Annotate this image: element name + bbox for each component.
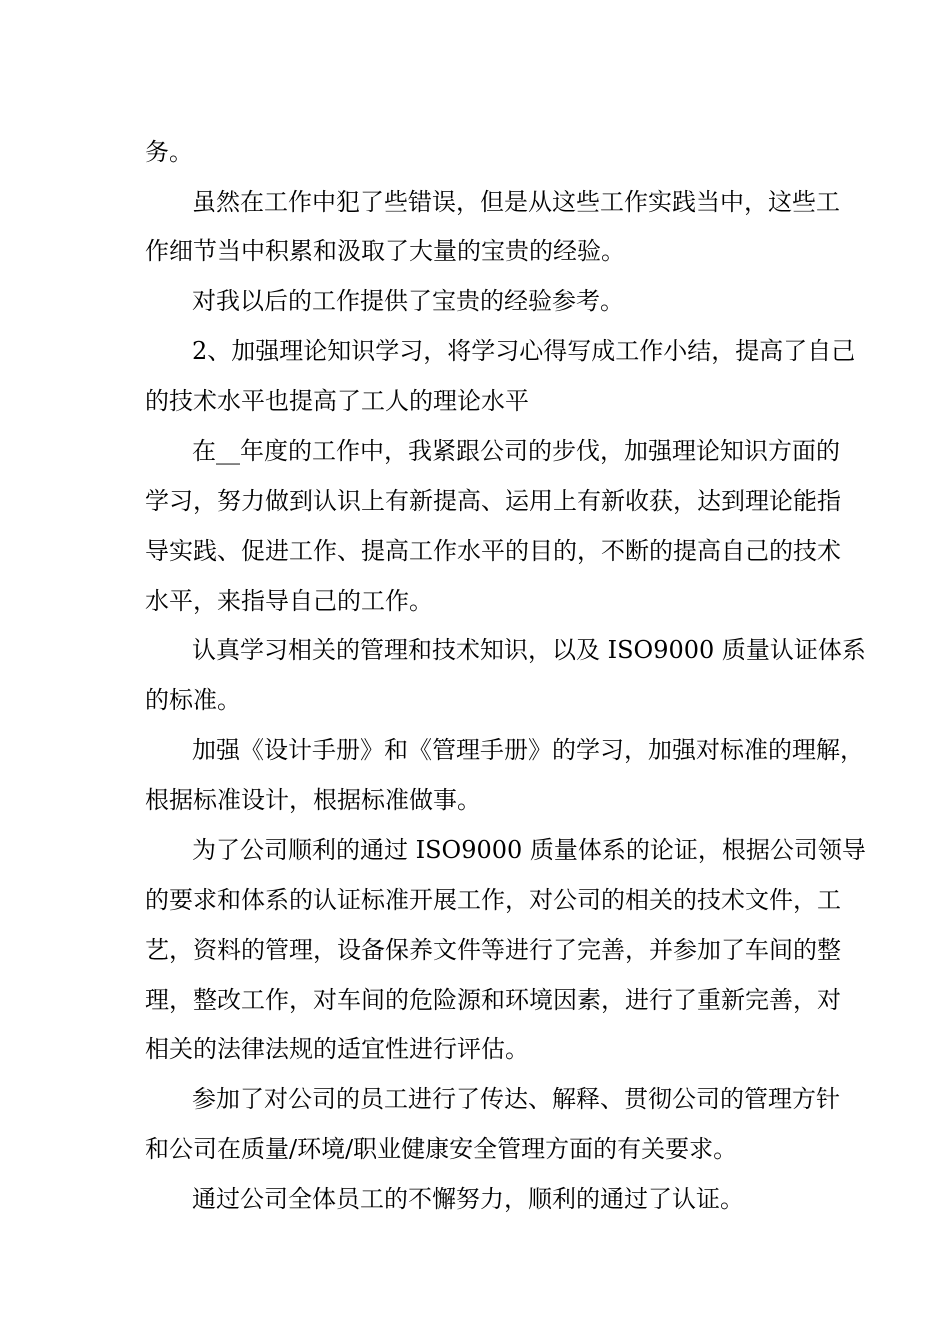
text-line: 加强《设计手册》和《管理手册》的学习，加强对标准的理解， [192,736,864,764]
text-line: 理，整改工作，对车间的危险源和环境因素，进行了重新完善，对 [145,986,841,1014]
text-line: 水平，来指导自己的工作。 [145,587,433,615]
text-line: 的技术水平也提高了工人的理论水平 [145,387,529,415]
text-line: 的标准。 [145,686,241,714]
text-line: 虽然在工作中犯了些错误，但是从这些工作实践当中，这些工 [192,188,840,216]
text-line: 的要求和体系的认证标准开展工作，对公司的相关的技术文件，工 [145,886,841,914]
text-line: 导实践、促进工作、提高工作水平的目的，不断的提高自己的技术 [145,537,841,565]
text-line: 2、加强理论知识学习，将学习心得写成工作小结，提高了自己 [192,337,856,365]
text-line: 作细节当中积累和汲取了大量的宝贵的经验。 [145,237,625,265]
text-line: 在__年度的工作中，我紧跟公司的步伐，加强理论知识方面的 [192,437,840,465]
text-line: 艺，资料的管理，设备保养文件等进行了完善，并参加了车间的整 [145,936,841,964]
text-line: 和公司在质量/环境/职业健康安全管理方面的有关要求。 [145,1135,738,1163]
text-line: 根据标准设计，根据标准做事。 [145,786,481,814]
text-line: 相关的法律法规的适宜性进行评估。 [145,1035,529,1063]
text-line: 务。 [145,138,193,166]
text-line: 参加了对公司的员工进行了传达、解释、贯彻公司的管理方针 [192,1085,840,1113]
text-line: 通过公司全体员工的不懈努力，顺利的通过了认证。 [192,1185,744,1213]
text-line: 学习，努力做到认识上有新提高、运用上有新收获，达到理论能指 [145,487,841,515]
text-line: 认真学习相关的管理和技术知识，以及 ISO9000 质量认证体系 [192,636,866,664]
text-line: 为了公司顺利的通过 ISO9000 质量体系的论证，根据公司领导 [192,836,866,864]
text-line: 对我以后的工作提供了宝贵的经验参考。 [192,287,624,315]
